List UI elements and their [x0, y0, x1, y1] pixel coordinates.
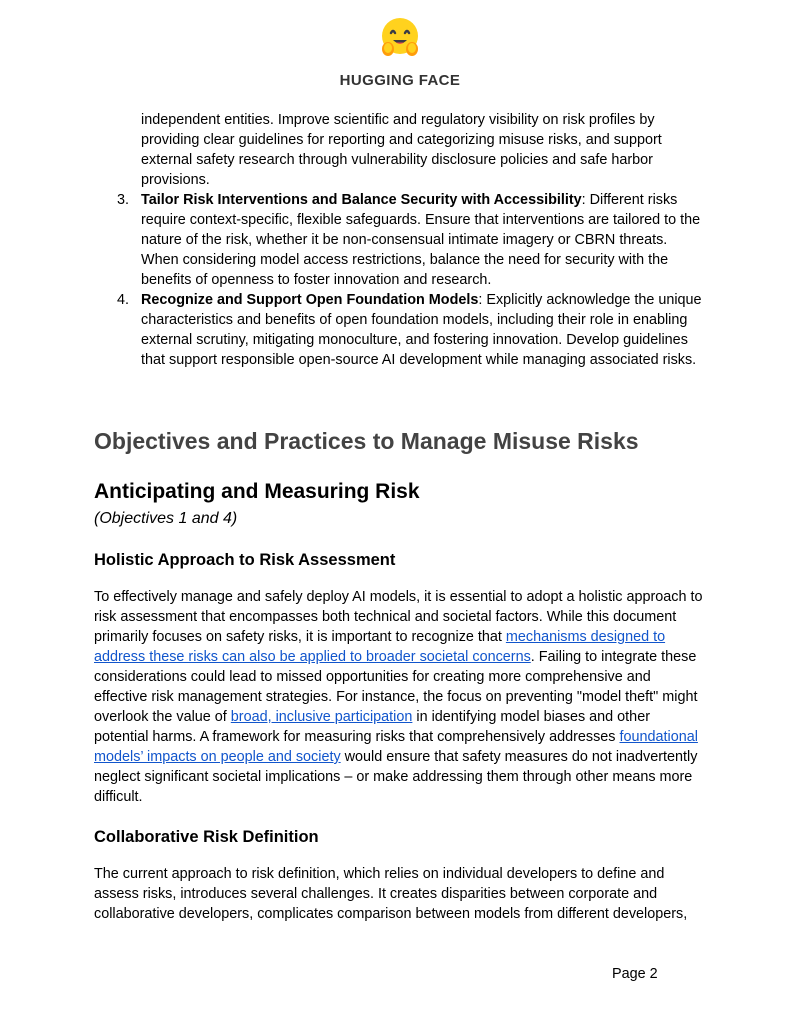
collab-paragraph: The current approach to risk definition, which relies on individual developers to define and assess risks, introduces several challenges. It creates disparities between corporate and collaborative developers, complicates comparison between models from different developers,: [94, 866, 688, 922]
list-item-text: : Explicitly acknowledge the unique characteristics and benefits of open foundation models, including their role in enabling external scrutiny, mitigating monoculture, and fostering innovation. Develop guidelines that support responsible open-source AI development while managing associated risks.: [141, 292, 702, 368]
list-item-4: [94, 290, 708, 370]
collab-heading: Collaborative Risk Definition: [94, 828, 319, 846]
foundational-impacts-link[interactable]: foundational models’ impacts on people and society: [94, 729, 698, 765]
holistic-heading: Holistic Approach to Risk Assessment: [94, 551, 396, 569]
societal-concerns-link[interactable]: mechanisms designed to address these risks can also be applied to broader societal concerns: [94, 629, 666, 665]
list-number: 4.: [117, 292, 130, 308]
list-item-title: Recognize and Support Open Foundation Models: [141, 292, 479, 308]
paragraph-text: would ensure that safety measures do not inadvertently neglect significant societal implications – or make addressing them through other means more difficult.: [94, 749, 698, 805]
paragraph-text: To effectively manage and safely deploy AI models, it is essential to adopt a holistic approach to risk assessment that encompasses both technical and societal factors. While this document primarily focuses on safety risks, it is important to recognize that: [94, 589, 703, 645]
subsection-subtitle: (Objectives 1 and 4): [94, 510, 238, 527]
page-header: [0, 14, 800, 89]
inclusive-participation-link[interactable]: broad, inclusive participation: [230, 709, 413, 725]
recommendation-list: [94, 110, 708, 370]
list-item-3: [94, 190, 708, 290]
list-item-text: : Different risks require context-specific, flexible safeguards. Ensure that interventions are tailored to the nature of the risk, whether it be non-consensual intimate imagery or CBRN threats. When considering model access restrictions, balance the need for security with the benefits of openness to foster innovation and research.: [141, 192, 701, 288]
brand-name: HUGGING FACE: [339, 72, 461, 89]
list-item-continuation: [94, 110, 708, 190]
page-number: Page 2: [612, 966, 658, 982]
document-body: [94, 110, 708, 924]
hugging-face-emoji-icon: [376, 14, 424, 62]
list-item-title: Tailor Risk Interventions and Balance Security with Accessibility: [141, 192, 582, 208]
subsection-heading: Anticipating and Measuring Risk: [94, 480, 420, 503]
list-number: 3.: [117, 192, 130, 208]
holistic-paragraph: [94, 587, 708, 807]
paragraph-text: . Failing to integrate these considerations could lead to missed opportunities for creating more comprehensive and effective risk management strategies. For instance, the focus on preventing "model theft" might overlook the value of: [94, 649, 698, 725]
list-continuation-text: independent entities. Improve scientific and regulatory visibility on risk profiles by providing clear guidelines for reporting and categorizing misuse risks, and support external safety research through vulnerability disclosure policies and safe harbor provisions.: [141, 112, 662, 188]
paragraph-text: in identifying model biases and other potential harms. A framework for measuring risks that comprehensively addresses: [94, 709, 650, 745]
section-heading: Objectives and Practices to Manage Misuse Risks: [94, 428, 639, 454]
